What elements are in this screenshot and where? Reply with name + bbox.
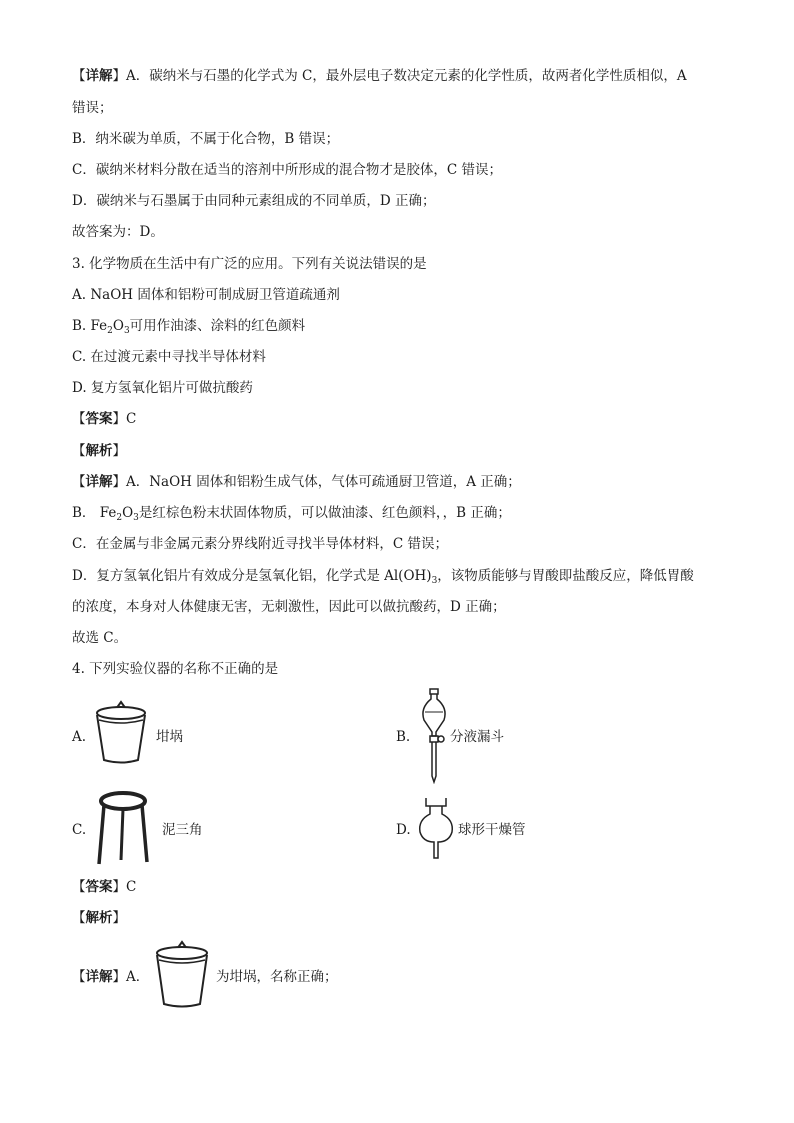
- explanation-line: D．碳纳米与石墨属于由同种元素组成的不同单质，D 正确；: [72, 193, 436, 209]
- option-d-name: 球形干燥管: [458, 822, 526, 838]
- explanation-line: C．碳纳米材料分散在适当的溶剂中所形成的混合物才是胶体，C 错误；: [72, 162, 502, 178]
- explanation-line: B． $Fe_2O_3$是红棕色粉末状固体物质，可以做油漆、红色颜料，，B 正确；: [72, 505, 511, 523]
- question-3-option-b: B. $Fe_2O_3$可用作油漆、涂料的红色颜料: [72, 318, 306, 336]
- option-a-letter: A.: [72, 729, 87, 745]
- answer-heading: 【答案】C: [72, 879, 137, 895]
- explanation-line: 【详解】A．: [72, 969, 150, 985]
- explanation-line: 错误；: [72, 100, 113, 116]
- question-3-option-a: A. NaOH 固体和铝粉可制成厨卫管道疏通剂: [72, 287, 340, 303]
- explanation-line: 为坩埚，名称正确；: [216, 969, 338, 985]
- question-3-option-d: D. 复方氢氧化铝片可做抗酸药: [72, 380, 253, 396]
- option-a-name: 坩埚: [156, 729, 183, 745]
- option-b-letter: B.: [396, 729, 411, 745]
- option-b-name: 分液漏斗: [450, 729, 504, 745]
- explanation-line: D．复方氢氧化铝片有效成分是氢氧化铝，化学式是 $Al(OH)_3$，该物质能够与胃酸即盐酸反应，降低胃酸: [72, 568, 694, 586]
- explanation-line: 的浓度，本身对人体健康无害，无刺激性，因此可以做抗酸药，D 正确；: [72, 599, 506, 615]
- question-4-stem: 4. 下列实验仪器的名称不正确的是: [72, 661, 279, 677]
- option-d-letter: D.: [396, 822, 411, 838]
- analysis-heading: 【解析】: [72, 443, 126, 459]
- separatory-funnel-icon: [418, 688, 450, 784]
- question-3-stem: 3. 化学物质在生活中有广泛的应用。下列有关说法错误的是: [72, 256, 427, 272]
- analysis-heading: 【解析】: [72, 910, 126, 926]
- answer-line: 故选 C。: [72, 630, 128, 646]
- question-3-option-c: C. 在过渡元素中寻找半导体材料: [72, 349, 266, 365]
- explanation-line: 【详解】A．碳纳米与石墨的化学式为 C，最外层电子数决定元素的化学性质，故两者化学性质相似，A: [72, 68, 687, 84]
- crucible-icon: [92, 698, 150, 766]
- explanation-line: B．纳米碳为单质，不属于化合物，B 错误；: [72, 131, 340, 147]
- option-c-name: 泥三角: [162, 822, 203, 838]
- explanation-line: C．在金属与非金属元素分界线附近寻找半导体材料，C 错误；: [72, 536, 448, 552]
- drying-tube-icon: [414, 796, 458, 862]
- clay-triangle-icon: [94, 790, 152, 866]
- option-c-letter: C.: [72, 822, 87, 838]
- explanation-line: 【详解】A．NaOH 固体和铝粉生成气体，气体可疏通厨卫管道，A 正确；: [72, 474, 521, 490]
- answer-heading: 【答案】C: [72, 411, 137, 427]
- crucible-icon: [152, 938, 212, 1010]
- answer-line: 故答案为：D。: [72, 224, 164, 240]
